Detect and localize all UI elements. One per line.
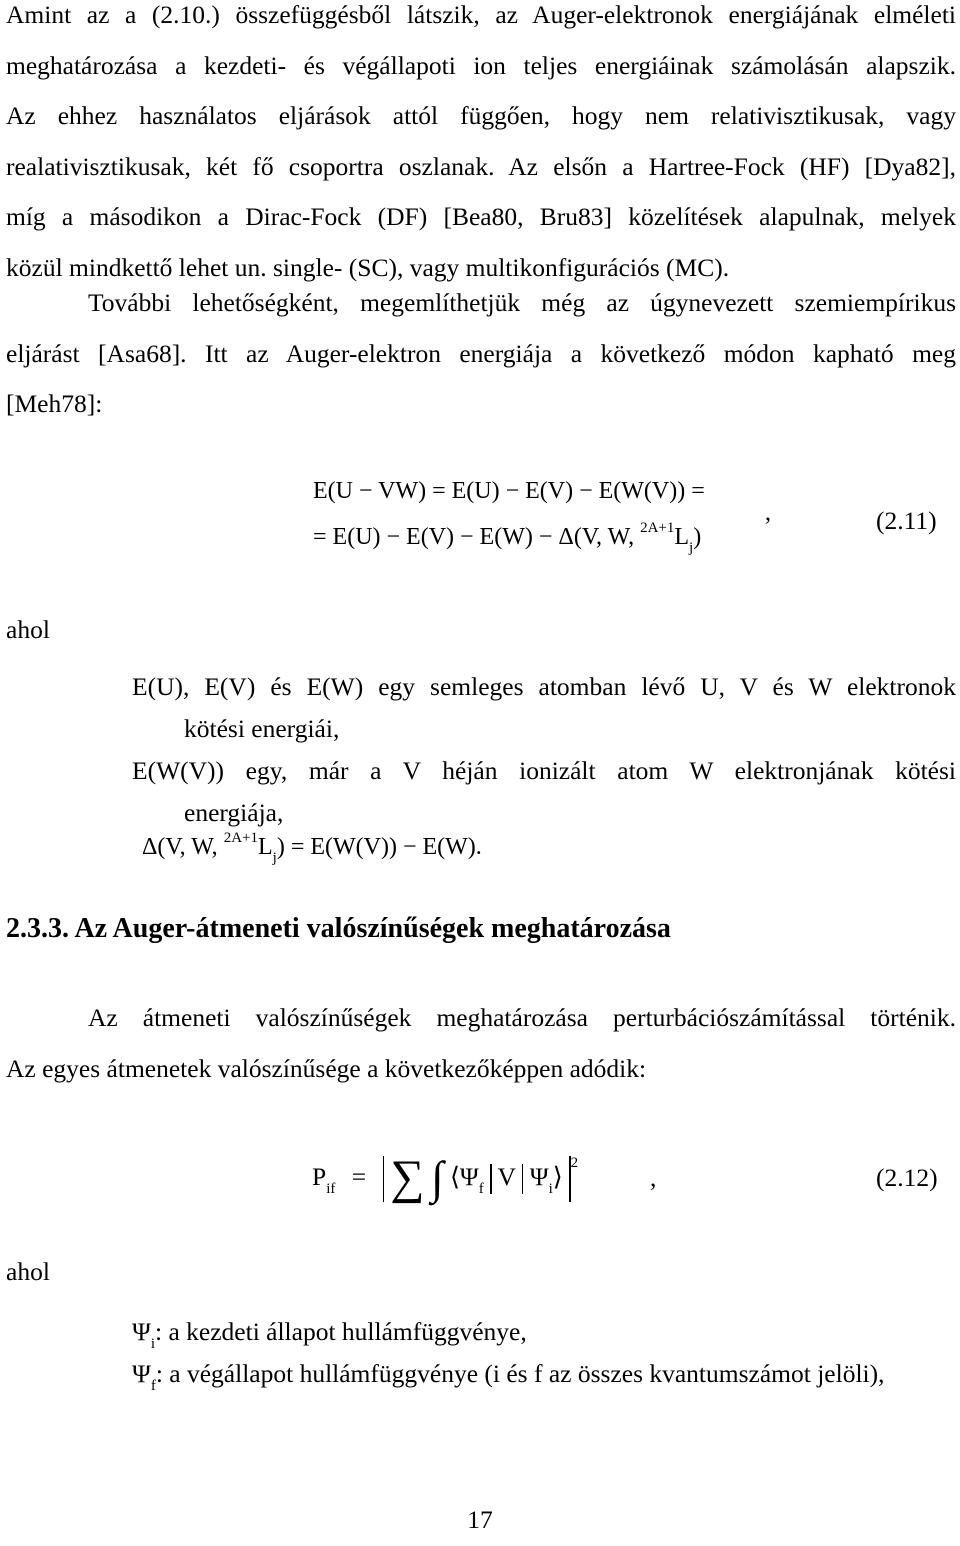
- definitions-list-1: [132, 666, 956, 834]
- equation-line-1: E(U − VW) = E(U) − E(V) − E(W(V)) =: [313, 478, 705, 504]
- text-line: realativisztikusak, két fő csoportra oszlanak. Az elsőn a Hartree-Fock (HF) [Dya82],: [6, 151, 956, 181]
- equation-subscript: i: [548, 1181, 553, 1197]
- equation-superscript: 2A+1: [640, 520, 675, 536]
- equation-subscript: j: [272, 850, 277, 866]
- definition-text: : a végállapot hullámfüggvénye (i és f az összes kvantumszámot jelöli),: [155, 1359, 885, 1388]
- equation-term: Ψ: [459, 1162, 479, 1191]
- text-line: Az átmeneti valószínűségek meghatározása perturbációszámítással történik.: [88, 1003, 956, 1032]
- psi-symbol: Ψ: [132, 1317, 151, 1346]
- equation-superscript: 2A+1: [223, 830, 258, 846]
- equation-term: P: [312, 1162, 327, 1191]
- equation-term: ⟨: [449, 1162, 460, 1191]
- delta-definition: [142, 830, 482, 867]
- equation-label: (2.11): [876, 506, 937, 535]
- equation-subscript: if: [326, 1181, 336, 1197]
- integral-symbol: ∫: [430, 1152, 444, 1203]
- sum-symbol: ∑: [390, 1151, 425, 1204]
- bra-ket-bar: [522, 1164, 524, 1194]
- section-heading: 2.3.3. Az Auger-átmeneti valószínűségek meghatározása: [6, 913, 671, 944]
- definition-line: E(W(V)) egy, már a V héján ionizált atom W elektronjának kötési: [132, 756, 956, 785]
- equation-subscript: f: [478, 1181, 484, 1197]
- equation-line-2: [313, 520, 701, 557]
- absolute-bar-left: [383, 1156, 385, 1202]
- text-line: míg a másodikon a Dirac-Fock (DF) [Bea80, Bru83] közelítések alapulnak, melyek: [6, 202, 956, 231]
- definition-text: : a kezdeti állapot hullámfüggvénye,: [155, 1317, 527, 1346]
- equation-term: ) = E(W(V)) − E(W).: [276, 834, 482, 860]
- ahol-label: ahol: [6, 1257, 50, 1286]
- psi-symbol: Ψ: [132, 1359, 151, 1388]
- psi-f-definition: [132, 1359, 884, 1395]
- page-number: 17: [467, 1505, 493, 1534]
- equation-subscript: j: [689, 540, 694, 556]
- equation-term: L: [674, 524, 690, 550]
- equation-subscript: f: [150, 1378, 156, 1394]
- text-line: Amint az a (2.10.) összefüggésből látszik, az Auger-elektronok energiájának elméleti: [6, 0, 956, 29]
- equation-term: Δ(V, W,: [142, 834, 218, 860]
- equation-term: = E(U) − E(V) − E(W) − Δ(V, W,: [313, 524, 635, 550]
- equation-comma: ,: [765, 500, 771, 526]
- equation-term: ): [693, 524, 702, 550]
- equation-comma: ,: [650, 1163, 657, 1192]
- text-line: További lehetőségként, megemlíthetjük még az úgynevezett szemiempírikus: [88, 288, 956, 317]
- equation-term: =: [351, 1162, 367, 1191]
- equation-2-12: [312, 1150, 578, 1205]
- bra-ket-bar: [490, 1164, 492, 1194]
- equation-term: Ψ: [529, 1162, 549, 1191]
- paragraph-1: [6, 0, 956, 293]
- text-line: közül mindkettő lehet un. single- (SC), vagy multikonfigurációs (MC).: [6, 252, 730, 282]
- ahol-label: ahol: [6, 615, 50, 644]
- equation-superscript: 2: [570, 1155, 579, 1171]
- text-line: Az ehhez használatos eljárások attól függően, hogy nem relativisztikusak, vagy: [6, 101, 956, 130]
- text-line: meghatározása a kezdeti- és végállapoti ion teljes energiáinak számolásán alapszik.: [6, 50, 956, 80]
- equation-label: (2.12): [876, 1163, 938, 1192]
- psi-i-definition: [132, 1317, 527, 1353]
- equation-term: ⟩: [552, 1162, 563, 1191]
- equation-term: L: [257, 834, 273, 860]
- text-line: eljárást [Asa68]. Itt az Auger-elektron energiája a következő módon kapható meg: [6, 338, 956, 368]
- definition-line: kötési energiái,: [184, 714, 340, 743]
- text-line: [Meh78]:: [6, 389, 103, 418]
- definition-line: E(U), E(V) és E(W) egy semleges atomban lévő U, V és W elektronok: [132, 672, 956, 701]
- paragraph-2: [6, 278, 956, 430]
- equation-term: V: [497, 1162, 516, 1191]
- paragraph-3: [6, 993, 956, 1094]
- definition-line: energiája,: [184, 798, 284, 827]
- equation-subscript: i: [150, 1336, 155, 1352]
- text-line: Az egyes átmenetek valószínűsége a következőképpen adódik:: [6, 1053, 647, 1083]
